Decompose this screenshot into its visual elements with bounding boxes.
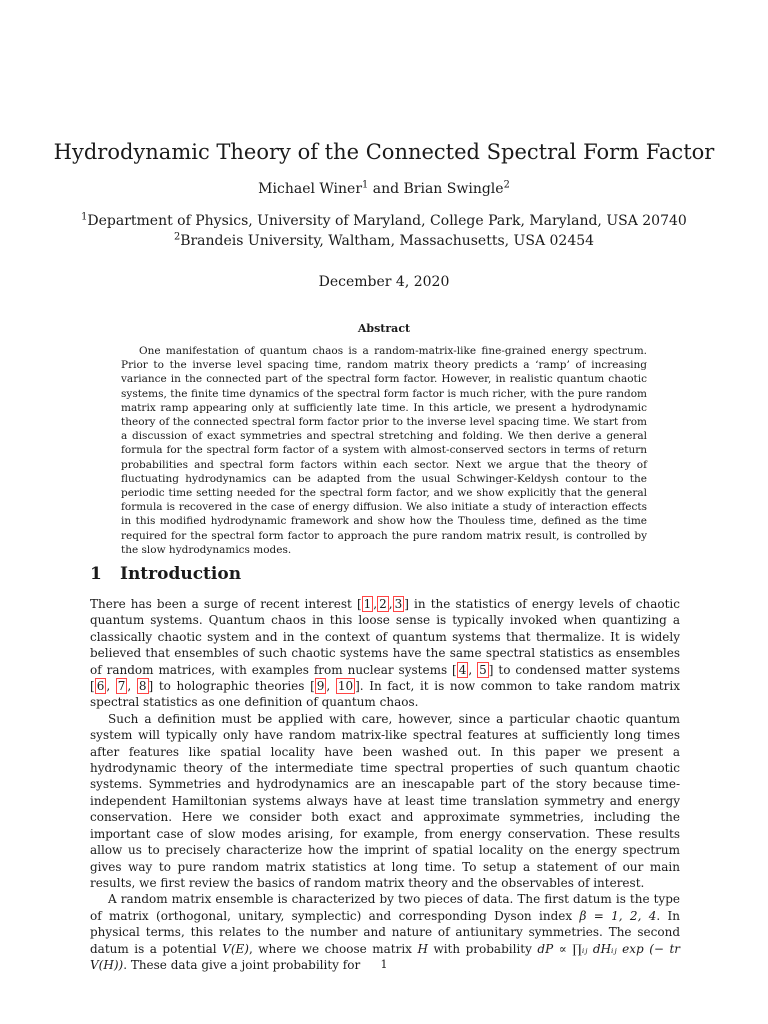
body-paragraph: Such a definition must be applied with care, however, since a particular chaotic quantum system will typically only have random matrix-like spectral features at sufficiently long times after features like spatial locality have been washed out. In this paper we present a hydrodynamic theory of the intermediate time spectral properties of such quantum chaotic systems. Symmetries and hydrodynamics are an inescapable part of the story because time-independent Hamiltonian systems always have at least time translation symmetry and energy conservation. Here we consider both exact and approximate symmetries, including the important case of slow modes arising, for example, from energy conservation. These results allow us to precisely characterize how the imprint of spatial locality on the energy spectrum gives way to pure random matrix statistics at long time. To setup a statement of our main results, we first review the basics of random matrix theory and the observables of interest.: [90, 711, 680, 890]
affiliation: [0, 233, 768, 249]
abstract-heading: Abstract: [357, 322, 411, 335]
paragraph-text: . In physical terms, this relates to the number and nature of antiunitary symmetries. The second datum is a potential: [90, 908, 680, 956]
citation-link[interactable]: 6: [96, 679, 105, 694]
abstract-text: One manifestation of quantum chaos is a random-matrix-like fine-grained energy spectrum. Prior to the inverse level spacing time, random matrix theory predicts a ‘ramp’ of increasing variance in the connected part of the spectral form factor. However, in realistic quantum chaotic systems, the finite time dynamics of the spectral form factor is much richer, with the pure random matrix ramp appearing only at sufficiently late time. In this article, we present a hydrodynamic theory of the connected spectral form factor prior to the inverse level spacing time. We start from a discussion of exact symmetries and spectral stretching and folding. We then derive a general formula for the spectral form factor of a system with almost-conserved sectors in terms of return probabilities and spectral form factors within each sector. Next we argue that the theory of fluctuating hydrodynamics can be adapted from the usual Schwinger-Keldysh contour to the periodic time setting needed for the spectral form factor, and we show explicitly that the general formula is recovered in the case of energy diffusion. We also initiate a study of interaction effects in this modified hydrodynamic framework and show how the Thouless time, defined as the time required for the spectral form factor to approach the pure random matrix result, is controlled by the slow hydrodynamics modes.: [121, 345, 647, 556]
potential-expression: V(E): [222, 941, 249, 956]
author-list: [0, 181, 768, 197]
paragraph-text: ] in the statistics of energy levels of chaotic quantum systems. Quantum chaos in this loose sense is typically invoked when quantizing a classically chaotic system and in the context of quantum systems that thermalize. It is widely believed that ensembles of such chaotic systems have the same spectral statistics as ensembles of random matrices, with examples from nuclear systems [: [90, 597, 680, 677]
citation-separator: ,: [127, 679, 137, 694]
citation-link[interactable]: 2: [379, 597, 387, 611]
citation-link[interactable]: 1: [363, 597, 372, 611]
probability-expression: dP ∝ ∏ᵢⱼ dHᵢⱼ exp (− tr V(H)): [90, 941, 681, 972]
paragraph-text: ] to condensed matter systems [: [90, 662, 680, 694]
citation-separator: ,: [326, 679, 336, 694]
author-name: Michael Winer: [258, 181, 363, 197]
matrix-symbol: H: [417, 941, 428, 956]
citation-link[interactable]: 7: [117, 679, 126, 694]
affiliation-mark: 2: [503, 179, 510, 191]
section-heading: [90, 564, 690, 584]
author-name: Brian Swingle: [403, 181, 504, 197]
page-number: 1: [380, 958, 388, 971]
paragraph-text: A random matrix ensemble is characterized by two pieces of data. The first datum is the type of matrix (orthogonal, unitary, symplectic) and corresponding Dyson index: [90, 892, 680, 923]
author-connector: and: [372, 181, 400, 197]
body-paragraph: [90, 596, 680, 711]
citation-link[interactable]: 8: [138, 679, 147, 694]
affiliation-mark: 2: [173, 231, 181, 243]
citation-separator: ,: [106, 679, 116, 694]
citation-link[interactable]: 3: [394, 597, 403, 611]
citation-link[interactable]: 4: [458, 662, 467, 677]
paragraph-text: ]. In fact, it is now common to take random matrix spectral statistics as one definition of quantum chaos.: [90, 679, 680, 710]
affiliation-text: Department of Physics, University of Maryland, College Park, Maryland, USA 20740: [87, 213, 687, 229]
affiliation-text: Brandeis University, Waltham, Massachusetts, USA 02454: [180, 233, 595, 249]
affiliation-mark: 1: [81, 211, 88, 223]
citation-link[interactable]: 5: [479, 662, 487, 677]
affiliation-mark: 1: [362, 179, 369, 191]
citation-separator: ,: [388, 597, 393, 611]
paper-title: Hydrodynamic Theory of the Connected Spectral Form Factor: [53, 140, 715, 164]
citation-link[interactable]: 9: [316, 679, 325, 694]
section-body: [90, 596, 680, 973]
paragraph-text: . These data give a joint probability for: [123, 957, 361, 972]
paragraph-text: , where we choose matrix: [248, 941, 418, 956]
paragraph-text: ] to holographic theories [: [148, 679, 315, 694]
section-title: Introduction: [120, 564, 242, 584]
affiliation: [0, 213, 768, 229]
paper-date: December 4, 2020: [318, 274, 450, 290]
citation-link[interactable]: 10: [337, 679, 354, 694]
citation-separator: ,: [468, 662, 478, 677]
paragraph-text: with probability: [427, 941, 538, 956]
citation-separator: ,: [373, 597, 378, 611]
paragraph-text: There has been a surge of recent interest [: [90, 597, 362, 611]
section-number: 1: [90, 564, 102, 584]
dyson-index-expression: β = 1, 2, 4: [579, 908, 657, 923]
